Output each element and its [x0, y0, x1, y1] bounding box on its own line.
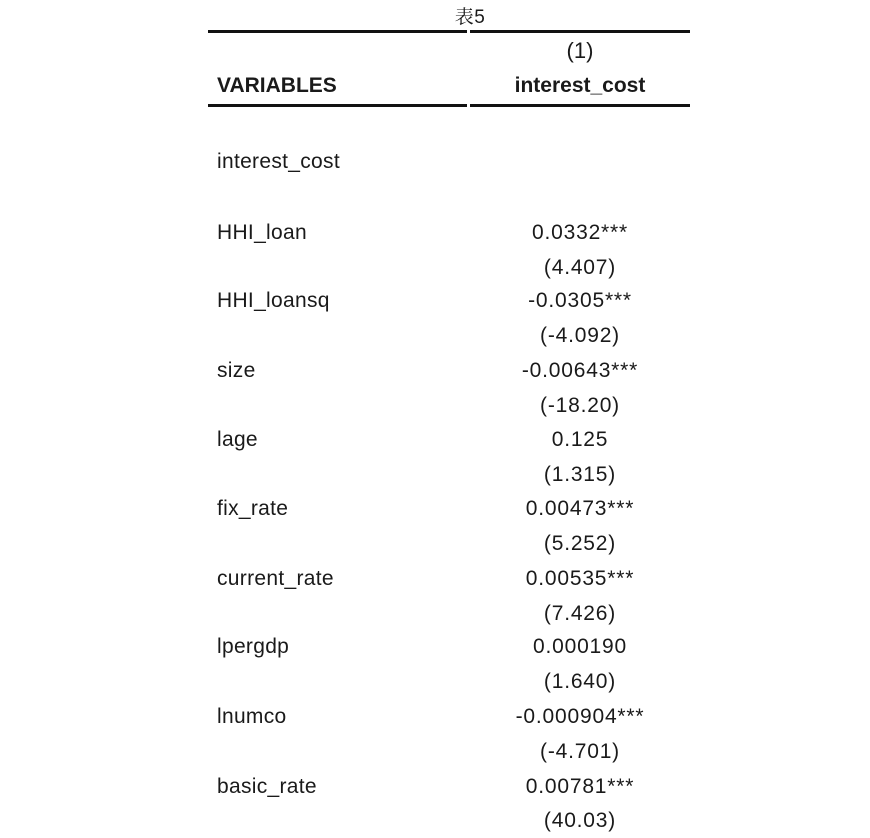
row-coefficient: 0.125: [551, 428, 609, 451]
top-rule-right: [470, 30, 690, 33]
column-number-header: (1): [566, 38, 594, 63]
row-coefficient: 0.00535***: [525, 567, 635, 590]
row-t-statistic: (-4.701): [540, 740, 620, 763]
row-t-statistic: (7.426): [543, 602, 617, 625]
row-t-statistic: (1.315): [543, 463, 617, 486]
header-rule-right: [470, 104, 690, 107]
row-t-statistic: (-4.092): [540, 324, 620, 347]
table-caption: 表5: [454, 7, 486, 28]
row-variable-label: size: [217, 359, 256, 382]
row-t-statistic: (40.03): [543, 809, 617, 832]
row-variable-label: HHI_loansq: [217, 289, 330, 312]
variables-header: VARIABLES: [217, 74, 337, 97]
top-rule-left: [208, 30, 467, 33]
row-t-statistic: (-18.20): [540, 394, 620, 417]
row-coefficient: 0.0332***: [532, 221, 628, 244]
row-variable-label: current_rate: [217, 567, 334, 590]
header-rule-left: [208, 104, 467, 107]
row-coefficient: 0.000190: [533, 635, 627, 658]
row-variable-label: lnumco: [217, 705, 287, 728]
row-t-statistic: (1.640): [543, 670, 617, 693]
row-variable-label: basic_rate: [217, 775, 317, 798]
row-coefficient: 0.00781***: [525, 775, 635, 798]
row-coefficient: -0.00643***: [521, 359, 639, 382]
row-variable-label: lpergdp: [217, 635, 290, 658]
row-t-statistic: (5.252): [543, 532, 617, 555]
row-variable-label: lage: [217, 428, 258, 451]
row-variable-label: HHI_loan: [217, 221, 307, 244]
row-variable-label: fix_rate: [217, 497, 289, 520]
row-t-statistic: (4.407): [543, 256, 617, 279]
row-coefficient: 0.00473***: [525, 497, 635, 520]
dependent-variable-header: interest_cost: [514, 74, 646, 97]
row-coefficient: -0.0305***: [528, 289, 632, 312]
row-variable-label: interest_cost: [217, 150, 340, 173]
row-coefficient: -0.000904***: [515, 705, 645, 728]
